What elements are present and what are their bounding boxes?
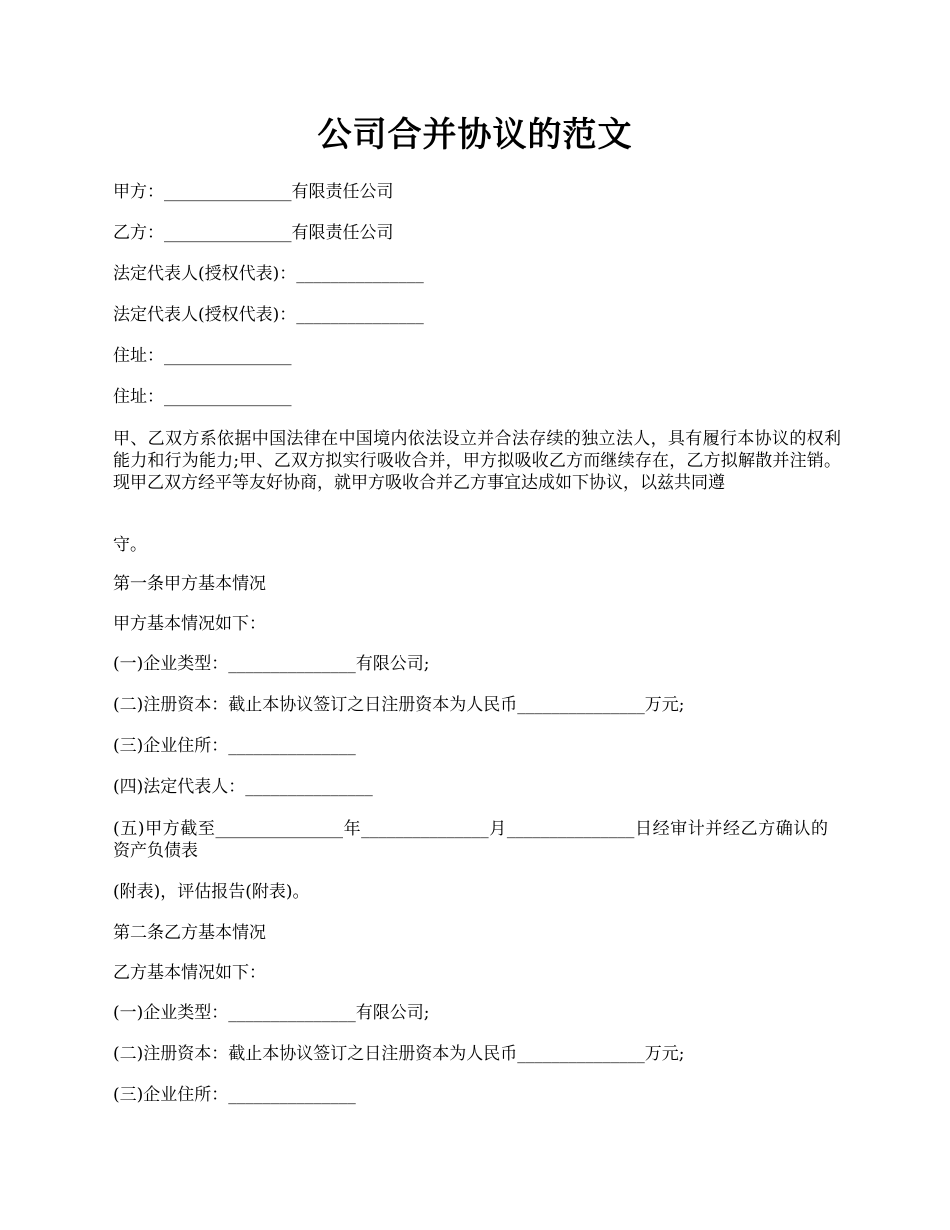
party-b-line: 乙方：_______________有限责任公司 — [113, 223, 394, 243]
address-a-line: 住址：_______________ — [113, 346, 292, 366]
article2-item-enterprise-address: (三)企业住所：_______________ — [113, 1085, 356, 1105]
article1-heading: 第一条甲方基本情况 — [113, 574, 266, 594]
article1-item-enterprise-type: (一)企业类型：_______________有限公司; — [113, 654, 430, 674]
article1-item-balance-sheet: (五)甲方截至_______________年_______________月_______________日经审计并经乙方确认的资产负债表 — [113, 819, 828, 861]
article2-item-enterprise-type: (一)企业类型：_______________有限公司; — [113, 1003, 430, 1023]
article2-subheading: 乙方基本情况如下： — [113, 963, 266, 983]
intro-paragraph: 甲、乙双方系依据中国法律在中国境内依法设立并合法存续的独立法人，具有履行本协议的权利能力和行为能力;甲、乙双方拟实行吸收合并，甲方拟吸收乙方而继续存在，乙方拟解散并注销。现甲乙双方经平等友好协商，就甲方吸收合并乙方事宜达成如下协议，以兹共同遵 — [113, 429, 841, 493]
article1-item-legal-representative: (四)法定代表人：_______________ — [113, 777, 373, 797]
legal-representative-b-line: 法定代表人(授权代表)：_______________ — [113, 305, 424, 325]
document-title: 公司合并协议的范文 — [317, 115, 633, 155]
article2-item-registered-capital: (二)注册资本：截止本协议签订之日注册资本为人民币_______________万元; — [113, 1044, 685, 1064]
article1-item-registered-capital: (二)注册资本：截止本协议签订之日注册资本为人民币_______________万元; — [113, 695, 685, 715]
article1-subheading: 甲方基本情况如下： — [113, 614, 266, 634]
article2-heading: 第二条乙方基本情况 — [113, 923, 266, 943]
article1-item-balance-sheet-continuation: (附表)，评估报告(附表)。 — [113, 882, 310, 902]
party-a-line: 甲方：_______________有限责任公司 — [113, 182, 394, 202]
address-b-line: 住址：_______________ — [113, 387, 292, 407]
article1-item-enterprise-address: (三)企业住所：_______________ — [113, 736, 356, 756]
legal-representative-a-line: 法定代表人(授权代表)：_______________ — [113, 264, 424, 284]
intro-continuation: 守。 — [113, 535, 147, 555]
